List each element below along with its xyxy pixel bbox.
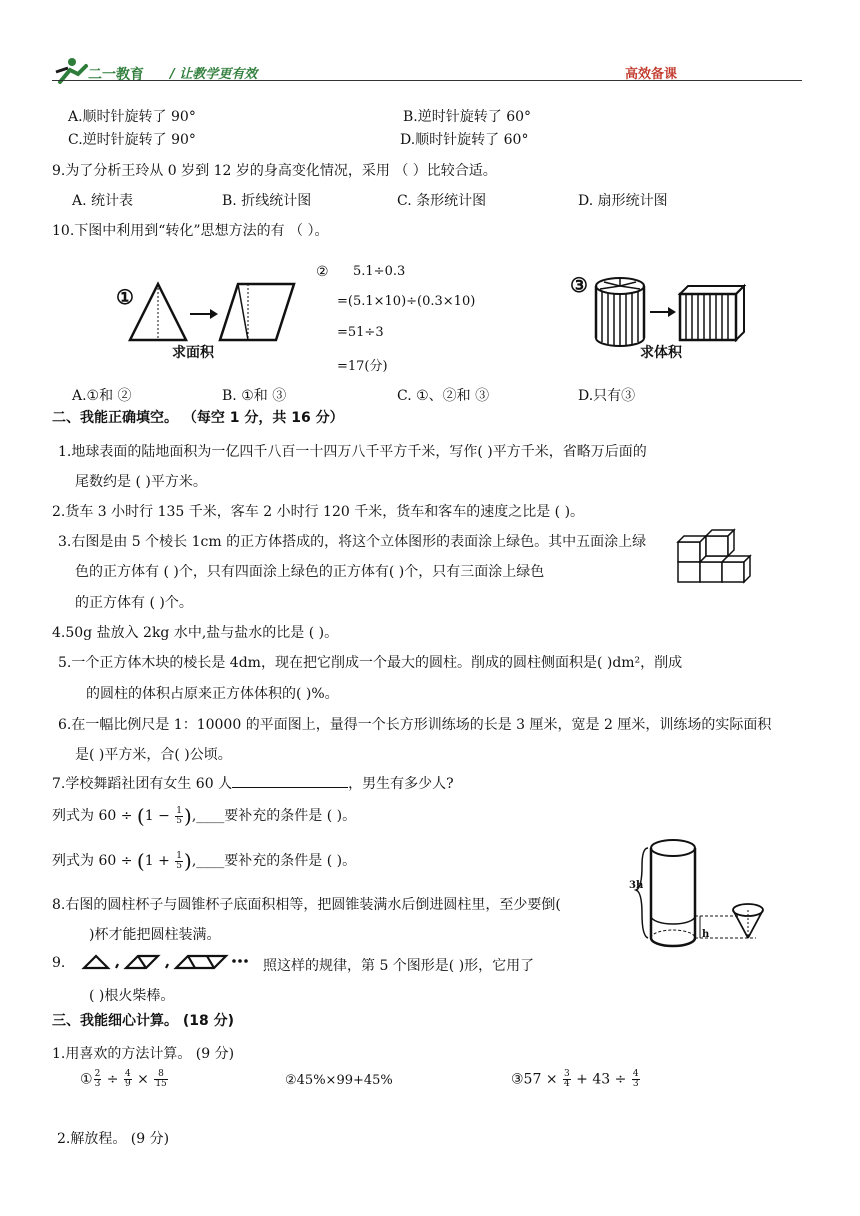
q10-figure2-line1: 5.1÷0.3 bbox=[353, 264, 406, 279]
q9-option-b: B. 折线统计图 bbox=[222, 193, 312, 209]
q10-figure1-diagram bbox=[110, 278, 310, 348]
q10-figure2-line4: =17(分) bbox=[337, 359, 388, 374]
fill9-line2: ( )根火柴棒。 bbox=[89, 988, 175, 1004]
fill1-line2: 尾数约是 ( )平方米。 bbox=[75, 474, 207, 490]
calc2-title: 2.解放程。 (9 分) bbox=[57, 1131, 170, 1147]
fill3-line1: 3.右图是由 5 个棱长 1cm 的正方体搭成的，将这个立体图形的表面涂上绿色。其中五面涂上绿 bbox=[58, 534, 647, 550]
q8-option-b: B.逆时针旋转了 60° bbox=[403, 109, 532, 125]
fill1-line1: 1.地球表面的陆地面积为一亿四千八百一十四万八千平方千米，写作( )平方千米，省略万后面的 bbox=[58, 444, 647, 460]
q10-stem: 10.下图中利用到“转化”思想方法的有 （ ）。 bbox=[52, 223, 329, 239]
calc1-problem1: ① $\frac{2}{3}$ ÷ $\frac{4}{9}$ × $\frac{8}{15}$ bbox=[80, 1069, 167, 1089]
q10-figure2-line2: =(5.1×10)÷(0.3×10) bbox=[337, 294, 476, 309]
matchstick-pattern-figure bbox=[80, 952, 265, 972]
fill9-number: 9. bbox=[52, 955, 66, 971]
fill6-line1: 6.在一幅比例尺是 1：10000 的平面图上，量得一个长方形训练场的长是 3 厘米，宽是 2 厘米，训练场的实际面积 bbox=[58, 717, 772, 733]
fill4-line1: 4.50g 盐放入 2kg 水中,盐与盐水的比是 ( )。 bbox=[52, 625, 339, 641]
calc1-title: 1.用喜欢的方法计算。 (9 分) bbox=[52, 1046, 235, 1062]
fill2-line1: 2.货车 3 小时行 135 千米，客车 2 小时行 120 千米，货车和客车的速度之比是 ( )。 bbox=[52, 504, 585, 520]
calc1-problem2: ②45%×99+45% bbox=[285, 1073, 393, 1088]
fill8-line2: )杯才能把圆柱装满。 bbox=[89, 927, 221, 943]
section2-title: 二、我能正确填空。 （每空 1 分，共 16 分） bbox=[52, 410, 344, 426]
calc1-problem3: ③57 × $\frac{3}{4}$ + 43 ÷ $\frac{4}{3}$ bbox=[511, 1069, 639, 1089]
q10-option-a: A.①和 ② bbox=[72, 388, 132, 404]
q9-stem: 9.为了分析王玲从 0 岁到 12 岁的身高变化情况，采用 （ ）比较合适。 bbox=[52, 163, 497, 179]
fill5-line2: 的圆柱的体积占原来正方体体积的( )%。 bbox=[86, 686, 339, 702]
header-divider bbox=[52, 80, 802, 81]
fill3-line3: 的正方体有 ( )个。 bbox=[75, 595, 193, 611]
q8-option-a: A.顺时针旋转了 90° bbox=[68, 109, 196, 125]
fill7-expr2: 列式为 60 ÷ (1 + $\frac{1}{5}$ ),____要补充的条件是 ( )。 bbox=[52, 849, 357, 873]
q10-figure3-diagram bbox=[570, 272, 750, 352]
q8-option-c: C.逆时针旋转了 90° bbox=[68, 132, 196, 148]
q10-figure2-line3: =51÷3 bbox=[337, 325, 384, 340]
q10-option-d: D.只有③ bbox=[578, 388, 636, 404]
q10-figure3-num: ③ bbox=[570, 273, 588, 297]
q9-option-a: A. 统计表 bbox=[72, 193, 134, 209]
q10-figure1-label: 求面积 bbox=[172, 345, 214, 361]
header-slogan: / 让教学更有效 bbox=[170, 67, 258, 82]
q9-option-c: C. 条形统计图 bbox=[397, 193, 487, 209]
section3-title: 三、我能细心计算。 (18 分) bbox=[52, 1013, 235, 1029]
fill7-line1: 7.学校舞蹈社团有女生 60 人 ，男生有多少人? bbox=[52, 776, 454, 792]
q10-option-b: B. ①和 ③ bbox=[222, 388, 287, 404]
fill9-line1: 照这样的规律，第 5 个图形是( )形，它用了 bbox=[263, 958, 535, 974]
q10-figure2-num: ② bbox=[316, 264, 329, 280]
cubes-figure bbox=[675, 528, 759, 586]
fill5-line1: 5.一个正方体木块的棱长是 4dm，现在把它削成一个最大的圆柱。削成的圆柱侧面积是( )dm²，削成 bbox=[58, 655, 683, 671]
header-brand: 高效备课 bbox=[625, 67, 678, 82]
fill8-line1: 8.右图的圆柱杯子与圆锥杯子底面积相等，把圆锥装满水后倒进圆柱里，至少要倒( bbox=[52, 897, 561, 913]
q9-option-d: D. 扇形统计图 bbox=[578, 193, 668, 209]
fill3-line2: 色的正方体有 ( )个，只有四面涂上绿色的正方体有( )个，只有三面涂上绿色 bbox=[75, 564, 545, 580]
logo-text: 二一教育 bbox=[88, 67, 144, 83]
logo-icon bbox=[52, 56, 92, 86]
fill7-expr1: 列式为 60 ÷ (1 − $\frac{1}{5}$ ),____要补充的条件是 ( )。 bbox=[52, 804, 357, 828]
q10-figure3-label: 求体积 bbox=[640, 345, 682, 361]
q10-figure1-num: ① bbox=[116, 285, 134, 309]
fill6-line2: 是( )平方米，合( )公顷。 bbox=[75, 747, 232, 763]
cone-height-label: h bbox=[702, 929, 710, 940]
q8-option-d: D.顺时针旋转了 60° bbox=[400, 132, 529, 148]
q10-option-c: C. ①、②和 ③ bbox=[397, 388, 490, 404]
cylinder-height-label: 3h bbox=[629, 880, 644, 891]
